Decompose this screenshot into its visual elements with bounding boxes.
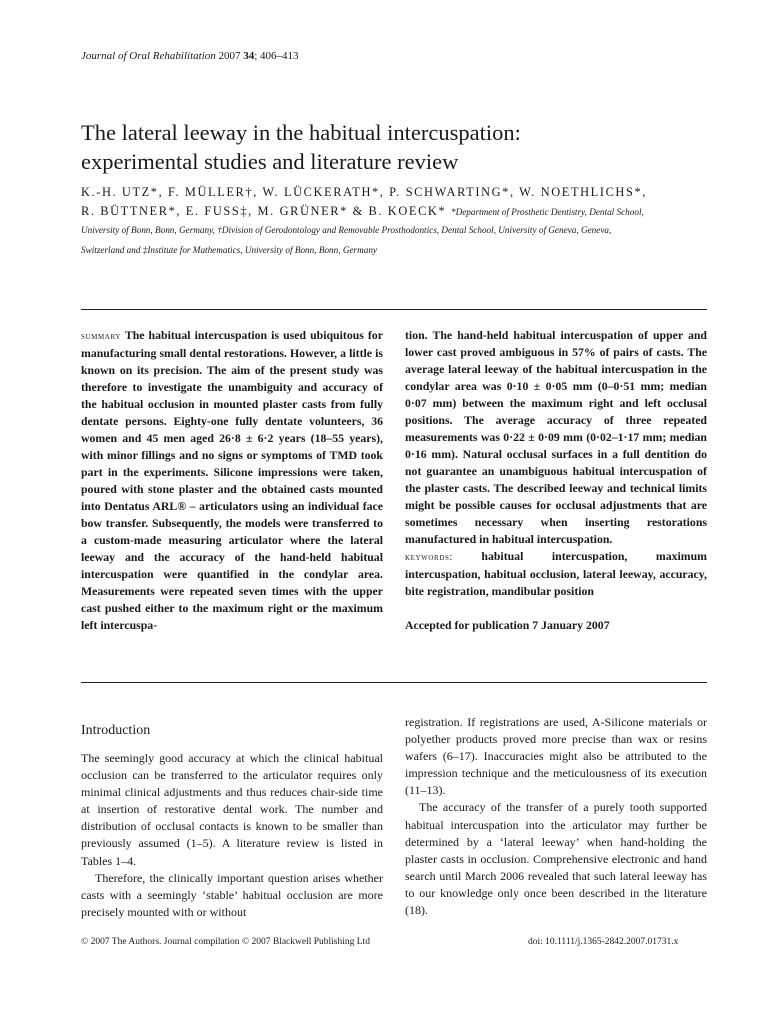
intro-paragraph-4: The accuracy of the transfer of a purely tooth supported habitual intercuspation into the articulator may further be determined by a ‘lateral leeway’ when hand-holding the plaster casts in occlusion. Comprehensive electronic and hand search until March 2006 revealed that such lateral leeway has to our knowledge only once been described in the literature (18). <box>405 800 707 918</box>
author-line-2-names: R. BÜTTNER*, E. FUSS‡, M. GRÜNER* & B. KOECK* <box>81 204 447 218</box>
body-right-column <box>405 714 707 919</box>
title-line-1: The lateral leeway in the habitual intercuspation: <box>81 120 521 145</box>
keywords-label: keywords: <box>405 552 453 563</box>
doi-footer: doi: 10.1111/j.1365-2842.2007.01731.x <box>528 937 679 947</box>
keywords <box>405 548 707 600</box>
abstract-summary <box>81 327 383 634</box>
journal-pages: ; 406–413 <box>254 50 299 62</box>
intro-paragraph-1: The seemingly good accuracy at which the clinical habitual occlusion can be transferred to the articulator requires only minimal clinical adjustments and thus reduces chair-side time at insertion of restorative dental work. The number and distribution of occlusal contacts is known to be smaller than previously assumed (1–5). A literature review is listed in Tables 1–4. <box>81 751 383 868</box>
author-line-2 <box>81 202 707 222</box>
summary-label: summary <box>81 331 121 342</box>
affiliation-line-1: University of Bonn, Bonn, Germany, †Division of Gerodontology and Removable Prosthodontics, Dental School, University of Geneva, Geneva, <box>81 225 612 235</box>
title-line-2: experimental studies and literature review <box>81 149 459 174</box>
abstract-right-column <box>405 327 707 634</box>
affiliation-inline: *Department of Prosthetic Dentistry, Dental School, <box>450 207 644 217</box>
keywords-text: habitual intercuspation, maximum intercuspation, habitual occlusion, lateral leeway, accuracy, bite registration, mandibular position <box>405 549 708 598</box>
abstract-bottom-rule <box>81 682 707 683</box>
intro-paragraph-2: Therefore, the clinically important question arises whether casts with a seemingly ‘stable’ habitual occlusion are more precisely mounted with or without <box>81 870 383 919</box>
author-line-1: K.-H. UTZ*, F. MÜLLER†, W. LÜCKERATH*, P. SCHWARTING*, W. NOETHLICHS*, <box>81 185 647 199</box>
introduction-heading: Introduction <box>81 723 151 738</box>
journal-reference <box>81 50 299 62</box>
abstract-left-column <box>81 327 383 634</box>
summary-text: The habitual intercuspation is used ubiquitous for manufacturing small dental restorations. However, a little is known on its precision. The aim of the present study was therefore to investigate the unambiguity and accuracy of the habitual occlusion in mounted plaster casts from fully dentate persons. Eighty-one fully dentate volunteers, 36 women and 45 men aged 26·8 ± 6·2 years (18–55 years), with minor fillings and no signs or symptoms of TMD took part in the experiments. Silicone impressions were taken, poured with stone plaster and the obtained casts mounted into Dentatus ARL® – articulators using an individual face bow transfer. Subsequently, the models were transferred to a custom-made measuring articulator where the lateral leeway and the accuracy of the hand-held habitual intercuspation were quantified in the condylar area. Measurements were repeated seven times with the upper cast pushed either to the maximum right or the maximum left intercuspa- <box>81 328 383 632</box>
journal-volume: 34 <box>243 50 255 62</box>
abstract-top-rule <box>81 309 707 310</box>
journal-year: 2007 <box>218 50 241 62</box>
body-left-column <box>81 722 383 921</box>
affiliation-line-2: Switzerland and ‡Institute for Mathematics, University of Bonn, Bonn, Germany <box>81 245 378 255</box>
copyright-footer: © 2007 The Authors. Journal compilation © 2007 Blackwell Publishing Ltd <box>81 937 370 947</box>
intro-paragraph-3: registration. If registrations are used, A-Silicone materials or polyether products proved more precise than wax or resins wafers (6–17). Inaccuracies might also be attributed to the impression technique and the meticulousness of its execution (11–13). <box>405 715 707 798</box>
author-list <box>81 183 707 222</box>
abstract-continued: tion. The hand-held habitual intercuspation of upper and lower cast proved ambiguous in 57% of pairs of casts. The average lateral leeway of the habitual intercuspation in the condylar area was 0·10 ± 0·05 mm (0–0·51 mm; median 0·07 mm) between the maximum right and left occlusal positions. The average accuracy of three repeated measurements was 0·22 ± 0·09 mm (0·02–1·17 mm; median 0·16 mm). Natural occlusal surfaces in a full dentition do not guarantee an unambiguous habitual intercuspation of the plaster casts. The described leeway and technical limits might be possible causes for occlusal adjustments that are sometimes necessary when inserting restorations manufactured in habitual intercuspation. <box>405 328 707 546</box>
accepted-date: Accepted for publication 7 January 2007 <box>405 618 610 632</box>
journal-name: Journal of Oral Rehabilitation <box>81 50 216 62</box>
affiliations <box>81 220 707 260</box>
article-title <box>81 118 701 176</box>
